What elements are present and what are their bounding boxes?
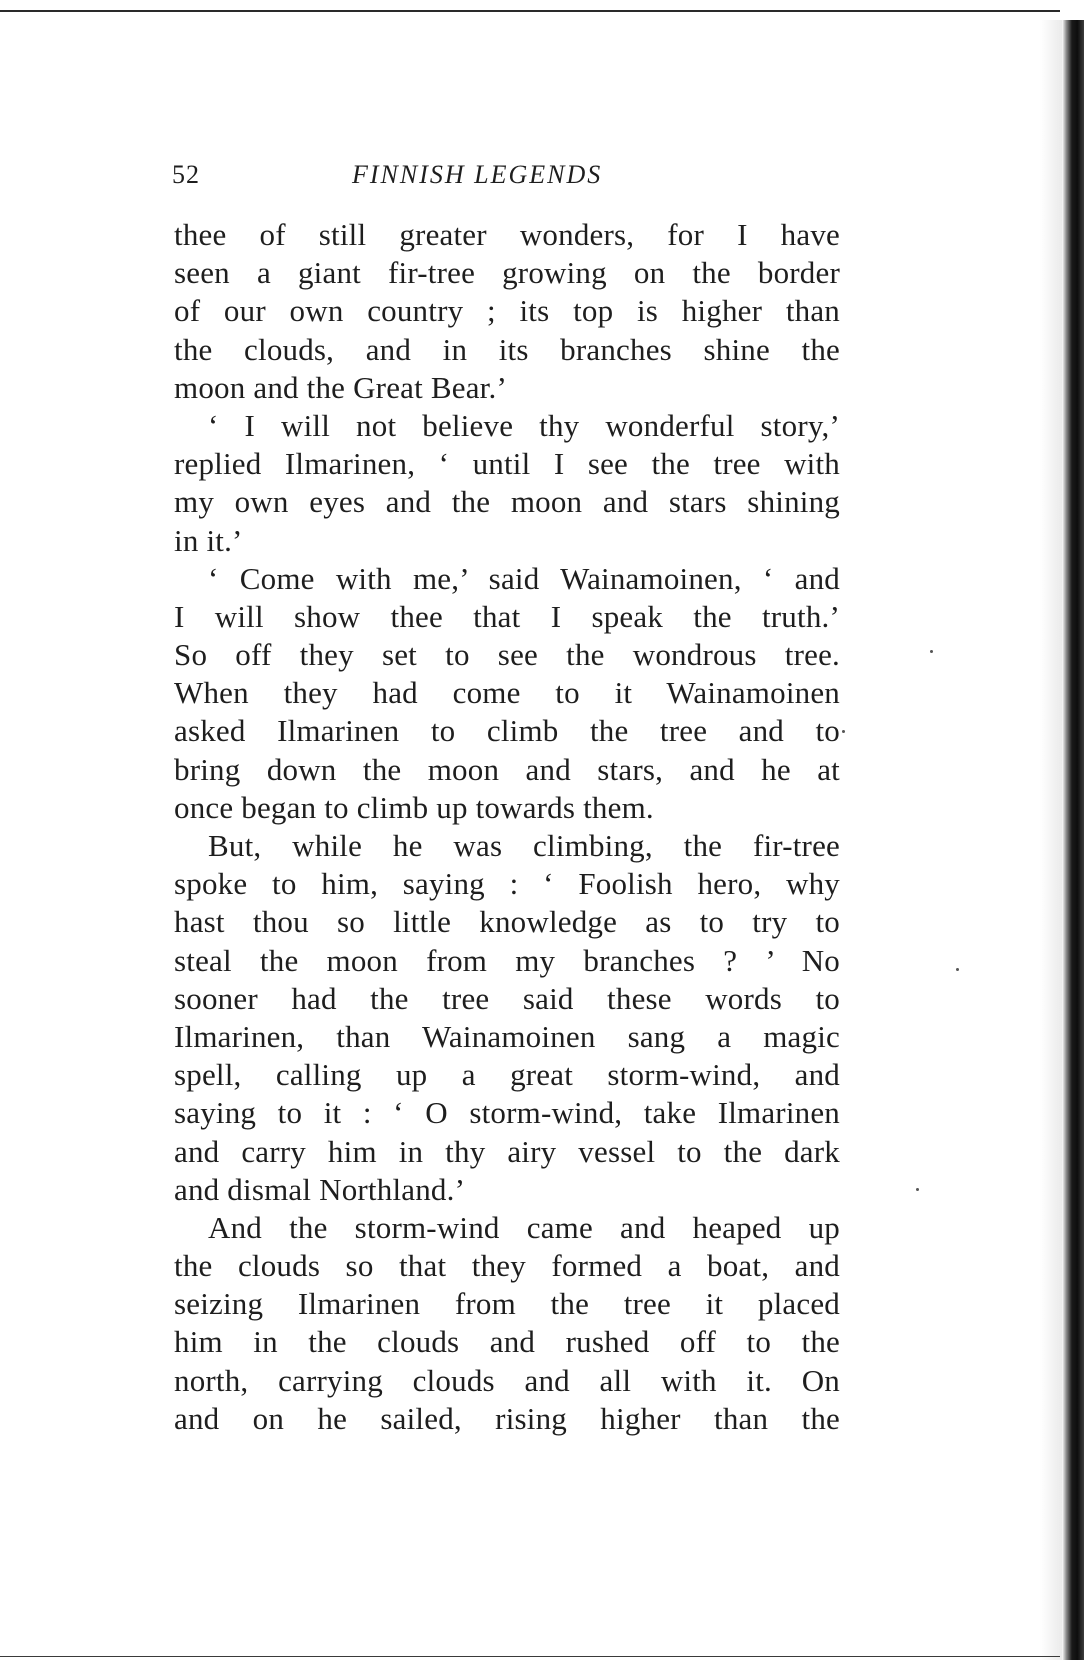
text-line: seizing Ilmarinen from the tree it placed xyxy=(174,1286,840,1322)
text-line: him in the clouds and rushed off to the xyxy=(174,1324,840,1360)
page-header xyxy=(172,160,892,200)
bottom-page-edge xyxy=(0,1656,1060,1657)
text-line: of our own country ; its top is higher than xyxy=(174,293,840,329)
text-line: hast thou so little knowledge as to try to xyxy=(174,904,840,940)
text-line: seen a giant fir-tree growing on the border xyxy=(174,255,840,291)
page-number: 52 xyxy=(172,160,200,189)
text-line: saying to it : ‘ O storm-wind, take Ilmarinen xyxy=(174,1095,840,1131)
text-line: and dismal Northland.’ xyxy=(174,1171,466,1207)
text-line: the clouds, and in its branches shine the xyxy=(174,331,840,367)
text-line: spell, calling up a great storm-wind, and xyxy=(174,1057,840,1093)
text-line: and carry him in thy airy vessel to the dark xyxy=(174,1133,840,1169)
text-line: north, carrying clouds and all with it. On xyxy=(174,1362,840,1398)
paper-speck xyxy=(842,730,845,733)
text-line: moon and the Great Bear.’ xyxy=(174,369,507,405)
text-line: spoke to him, saying : ‘ Foolish hero, why xyxy=(174,866,840,902)
text-line: sooner had the tree said these words to xyxy=(174,980,840,1016)
text-line: Ilmarinen, than Wainamoinen sang a magic xyxy=(174,1018,840,1054)
text-line: ‘ I will not believe thy wonderful story,’ xyxy=(208,407,840,443)
text-line: thee of still greater wonders, for I have xyxy=(174,217,840,252)
paper-speck xyxy=(956,968,959,971)
text-line: When they had come to it Wainamoinen xyxy=(174,675,840,711)
book-spine xyxy=(1062,20,1084,1660)
text-line: my own eyes and the moon and stars shining xyxy=(174,484,840,520)
text-line: and on he sailed, rising higher than the xyxy=(174,1400,840,1436)
text-line: asked Ilmarinen to climb the tree and to xyxy=(174,713,840,749)
paper-speck xyxy=(916,1188,919,1191)
text-line: And the storm-wind came and heaped up xyxy=(208,1209,840,1245)
spine-shadow xyxy=(1040,20,1064,1660)
text-line: the clouds so that they formed a boat, and xyxy=(174,1248,840,1284)
text-line: in it.’ xyxy=(174,522,243,558)
text-line: I will show thee that I speak the truth.’ xyxy=(174,598,840,634)
text-line: ‘ Come with me,’ said Wainamoinen, ‘ and xyxy=(208,560,840,596)
text-line: once began to climb up towards them. xyxy=(174,789,654,825)
text-line: But, while he was climbing, the fir-tree xyxy=(208,828,840,863)
text-line: So off they set to see the wondrous tree. xyxy=(174,637,840,673)
text-line: replied Ilmarinen, ‘ until I see the tree with xyxy=(174,446,840,482)
body-text xyxy=(174,216,840,1438)
top-page-edge xyxy=(0,10,1060,12)
paper-speck xyxy=(930,650,933,653)
text-line: steal the moon from my branches ? ’ No xyxy=(174,942,840,978)
running-title: FINNISH LEGENDS xyxy=(352,160,603,189)
text-line: bring down the moon and stars, and he at xyxy=(174,751,840,787)
